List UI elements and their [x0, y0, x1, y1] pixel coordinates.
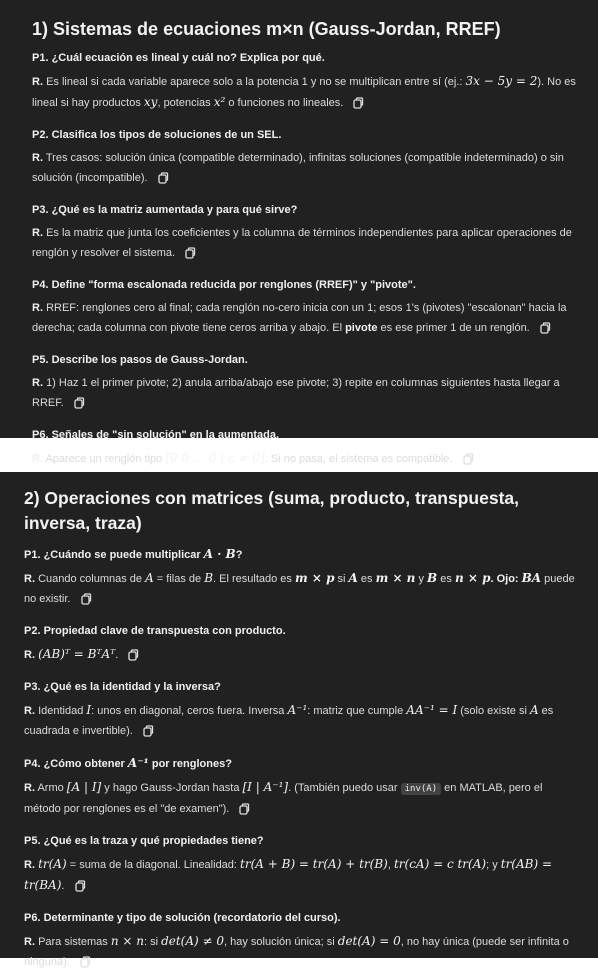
- section-1-panel: [0, 0, 598, 465]
- answer-text: y: [415, 573, 428, 585]
- qa-item: [24, 679, 578, 741]
- qa-item: [24, 910, 578, 972]
- answer-text: = suma de la diagonal. Linealidad:: [66, 859, 241, 871]
- question: P4. Define "forma escalonada reducida por renglones (RREF)" y "pivote".: [32, 279, 416, 291]
- qa-item: [32, 127, 578, 188]
- math: tr(AB) = tr(BA): [24, 857, 553, 892]
- section-2-title: 2) Operaciones con matrices (suma, producto, transpuesta, inversa, traza): [24, 488, 519, 533]
- copy-icon[interactable]: [77, 954, 95, 970]
- math: BA: [521, 571, 542, 585]
- answer-text: en MATLAB, pero el método por renglones es el "de examen").: [24, 782, 543, 815]
- answer-prefix: R.: [24, 782, 35, 794]
- math: B: [204, 571, 214, 585]
- copy-icon[interactable]: [72, 878, 90, 894]
- answer-prefix: R.: [32, 377, 43, 389]
- answer-prefix: R.: [24, 649, 35, 661]
- answer-text: . Ojo:: [490, 573, 522, 585]
- math: A · B: [203, 547, 236, 561]
- answer-text: Identidad: [38, 705, 87, 717]
- math: A: [529, 703, 539, 717]
- answer: [24, 931, 578, 972]
- inline-code: inv(A): [401, 783, 442, 795]
- answer: [24, 854, 578, 896]
- question-text: P1. ¿Cuándo se puede multiplicar: [24, 549, 204, 561]
- copy-icon[interactable]: [182, 245, 200, 261]
- copy-icon[interactable]: [125, 647, 143, 663]
- answer-text: es: [437, 573, 455, 585]
- answer-text: ). No es lineal si hay productos: [32, 76, 576, 109]
- math: B: [427, 571, 438, 585]
- bold-term: pivote: [345, 322, 378, 334]
- math: m × n: [375, 571, 416, 585]
- answer-text: (solo existe si: [457, 705, 530, 717]
- qa-item: [24, 623, 578, 665]
- question: [24, 755, 578, 773]
- answer-prefix: R.: [32, 302, 43, 314]
- answer-text: = filas de: [153, 573, 205, 585]
- answer-text: o funciones no lineales.: [225, 97, 344, 109]
- answer-text: : matriz que cumple: [307, 705, 407, 717]
- qa-item: [24, 833, 578, 896]
- qa-item: [32, 352, 578, 413]
- answer-text: es cuadrada e invertible).: [24, 705, 554, 737]
- copy-icon[interactable]: [155, 170, 173, 186]
- question: P2. Propiedad clave de transpuesta con producto.: [24, 625, 286, 637]
- answer: [32, 148, 578, 188]
- answer-text: . (También puedo usar: [288, 782, 401, 794]
- answer-text: Para sistemas: [38, 936, 111, 948]
- answer: [32, 373, 578, 413]
- math: I: [86, 703, 92, 717]
- question: P3. ¿Qué es la matriz aumentada y para qué sirve?: [32, 204, 298, 216]
- math: det(A) = 0: [337, 934, 401, 948]
- answer-prefix: R.: [24, 936, 35, 948]
- answer-text: Aparece un renglón tipo: [45, 453, 166, 465]
- copy-icon[interactable]: [78, 591, 96, 607]
- question: P6. Señales de "sin solución" en la aumentada.: [32, 429, 280, 441]
- question: P6. Determinante y tipo de solución (recordatorio del curso).: [24, 912, 341, 924]
- copy-icon[interactable]: [236, 801, 254, 817]
- answer: [32, 71, 578, 113]
- answer-text: .: [61, 880, 65, 892]
- answer: [24, 700, 578, 741]
- copy-icon[interactable]: [71, 395, 89, 411]
- question: P3. ¿Qué es la identidad y la inversa?: [24, 681, 221, 693]
- answer-text: : si: [143, 936, 162, 948]
- answer-text: .: [115, 649, 119, 661]
- qa-item: [24, 755, 578, 819]
- math: det(A) ≠ 0: [161, 934, 225, 948]
- answer: [32, 448, 578, 469]
- answer: [32, 223, 578, 263]
- answer-prefix: R.: [32, 453, 43, 465]
- qa-item: [32, 50, 578, 113]
- answer: [24, 777, 578, 819]
- math: AA⁻¹ = I: [406, 703, 458, 717]
- math: xy: [143, 95, 158, 109]
- math: n × n: [110, 934, 144, 948]
- answer-text: , no hay única (puede ser infinita o ninguna).: [24, 936, 569, 968]
- question-text: por renglones?: [148, 758, 232, 770]
- answer-text: . El resultado es: [213, 573, 295, 585]
- math: x²: [213, 95, 226, 109]
- answer-text: si: [334, 573, 349, 585]
- answer-prefix: R.: [24, 573, 35, 585]
- question: P5. Describe los pasos de Gauss-Jordan.: [32, 354, 248, 366]
- answer-text: . Si no pasa, el sistema es compatible.: [264, 453, 453, 465]
- answer-text: es: [357, 573, 376, 585]
- copy-icon[interactable]: [537, 320, 555, 336]
- math: 3x − 5y = 2: [465, 74, 538, 88]
- section-2-panel: [0, 472, 598, 968]
- copy-icon[interactable]: [140, 723, 158, 739]
- qa-item: [32, 277, 578, 338]
- math: A⁻¹: [127, 756, 149, 770]
- question: P1. ¿Cuál ecuación es lineal y cuál no? Explica por qué.: [32, 52, 325, 64]
- answer-text: RREF: renglones cero al final; cada renglón no-cero inicia con un 1; esos 1's (pivotes) "escalonan" hacia la derecha; cada columna con pivote tiene ceros arriba y abajo. El: [32, 302, 567, 334]
- answer-prefix: R.: [32, 76, 43, 88]
- math: tr(A): [38, 857, 67, 871]
- qa-item: [32, 202, 578, 263]
- answer-text: ; y: [486, 859, 501, 871]
- answer-text: Cuando columnas de: [38, 573, 146, 585]
- math: A: [145, 571, 154, 585]
- question-text: ?: [235, 549, 243, 561]
- answer-text: Es la matriz que junta los coeficientes y la columna de términos independientes para aplicar operaciones de renglón y resolver el sistema.: [32, 227, 572, 259]
- question: P5. ¿Qué es la traza y qué propiedades tiene?: [24, 835, 264, 847]
- copy-icon[interactable]: [350, 95, 368, 111]
- answer-text: 1) Haz 1 el primer pivote; 2) anula arriba/abajo ese pivote; 3) repite en columnas siguientes hasta llegar a RREF.: [32, 377, 560, 409]
- math: m × p: [294, 571, 335, 585]
- question: P2. Clasifica los tipos de soluciones de un SEL.: [32, 129, 282, 141]
- math: (AB)ᵀ = BᵀAᵀ: [38, 647, 116, 661]
- answer-text: y hago Gauss-Jordan hasta: [101, 782, 243, 794]
- math: [A | I]: [66, 780, 102, 794]
- math: A: [348, 571, 358, 585]
- math: tr(cA) = c tr(A): [393, 857, 487, 871]
- qa-item: [32, 427, 578, 469]
- math: n × p: [454, 571, 491, 585]
- answer-prefix: R.: [24, 859, 35, 871]
- math: tr(A + B) = tr(A) + tr(B): [240, 857, 388, 871]
- answer-prefix: R.: [24, 705, 35, 717]
- answer-text: Es lineal si cada variable aparece solo a la potencia 1 y no se multiplican entre sí (ej.:: [46, 76, 466, 88]
- question: [24, 546, 578, 564]
- answer-text: : unos en diagonal, ceros fuera. Inversa: [91, 705, 288, 717]
- answer-text: ,: [387, 859, 394, 871]
- answer-text: Tres casos: solución única (compatible determinado), infinitas soluciones (compatible indeterminado) o sin solución (incompatible).: [32, 152, 564, 184]
- answer-text: , potencias: [157, 97, 214, 109]
- answer: [24, 568, 578, 609]
- answer-text: Armo: [37, 782, 67, 794]
- answer-prefix: R.: [32, 152, 43, 164]
- answer-text: es ese primer 1 de un renglón.: [377, 322, 530, 334]
- copy-icon[interactable]: [460, 451, 478, 467]
- answer: [24, 644, 578, 665]
- math: [I | A⁻¹]: [242, 780, 289, 794]
- section-1-title: 1) Sistemas de ecuaciones m×n (Gauss-Jordan, RREF): [32, 19, 501, 39]
- math: A⁻¹: [287, 703, 308, 717]
- answer-prefix: R.: [32, 227, 43, 239]
- answer: [32, 298, 578, 338]
- answer-text: , hay solución única; si: [224, 936, 338, 948]
- qa-item: [24, 546, 578, 609]
- math: [0 0 … 0 | c ≠ 0]: [165, 451, 265, 465]
- answer-text: puede no existir.: [24, 573, 575, 605]
- question-text: P4. ¿Cómo obtener: [24, 758, 128, 770]
